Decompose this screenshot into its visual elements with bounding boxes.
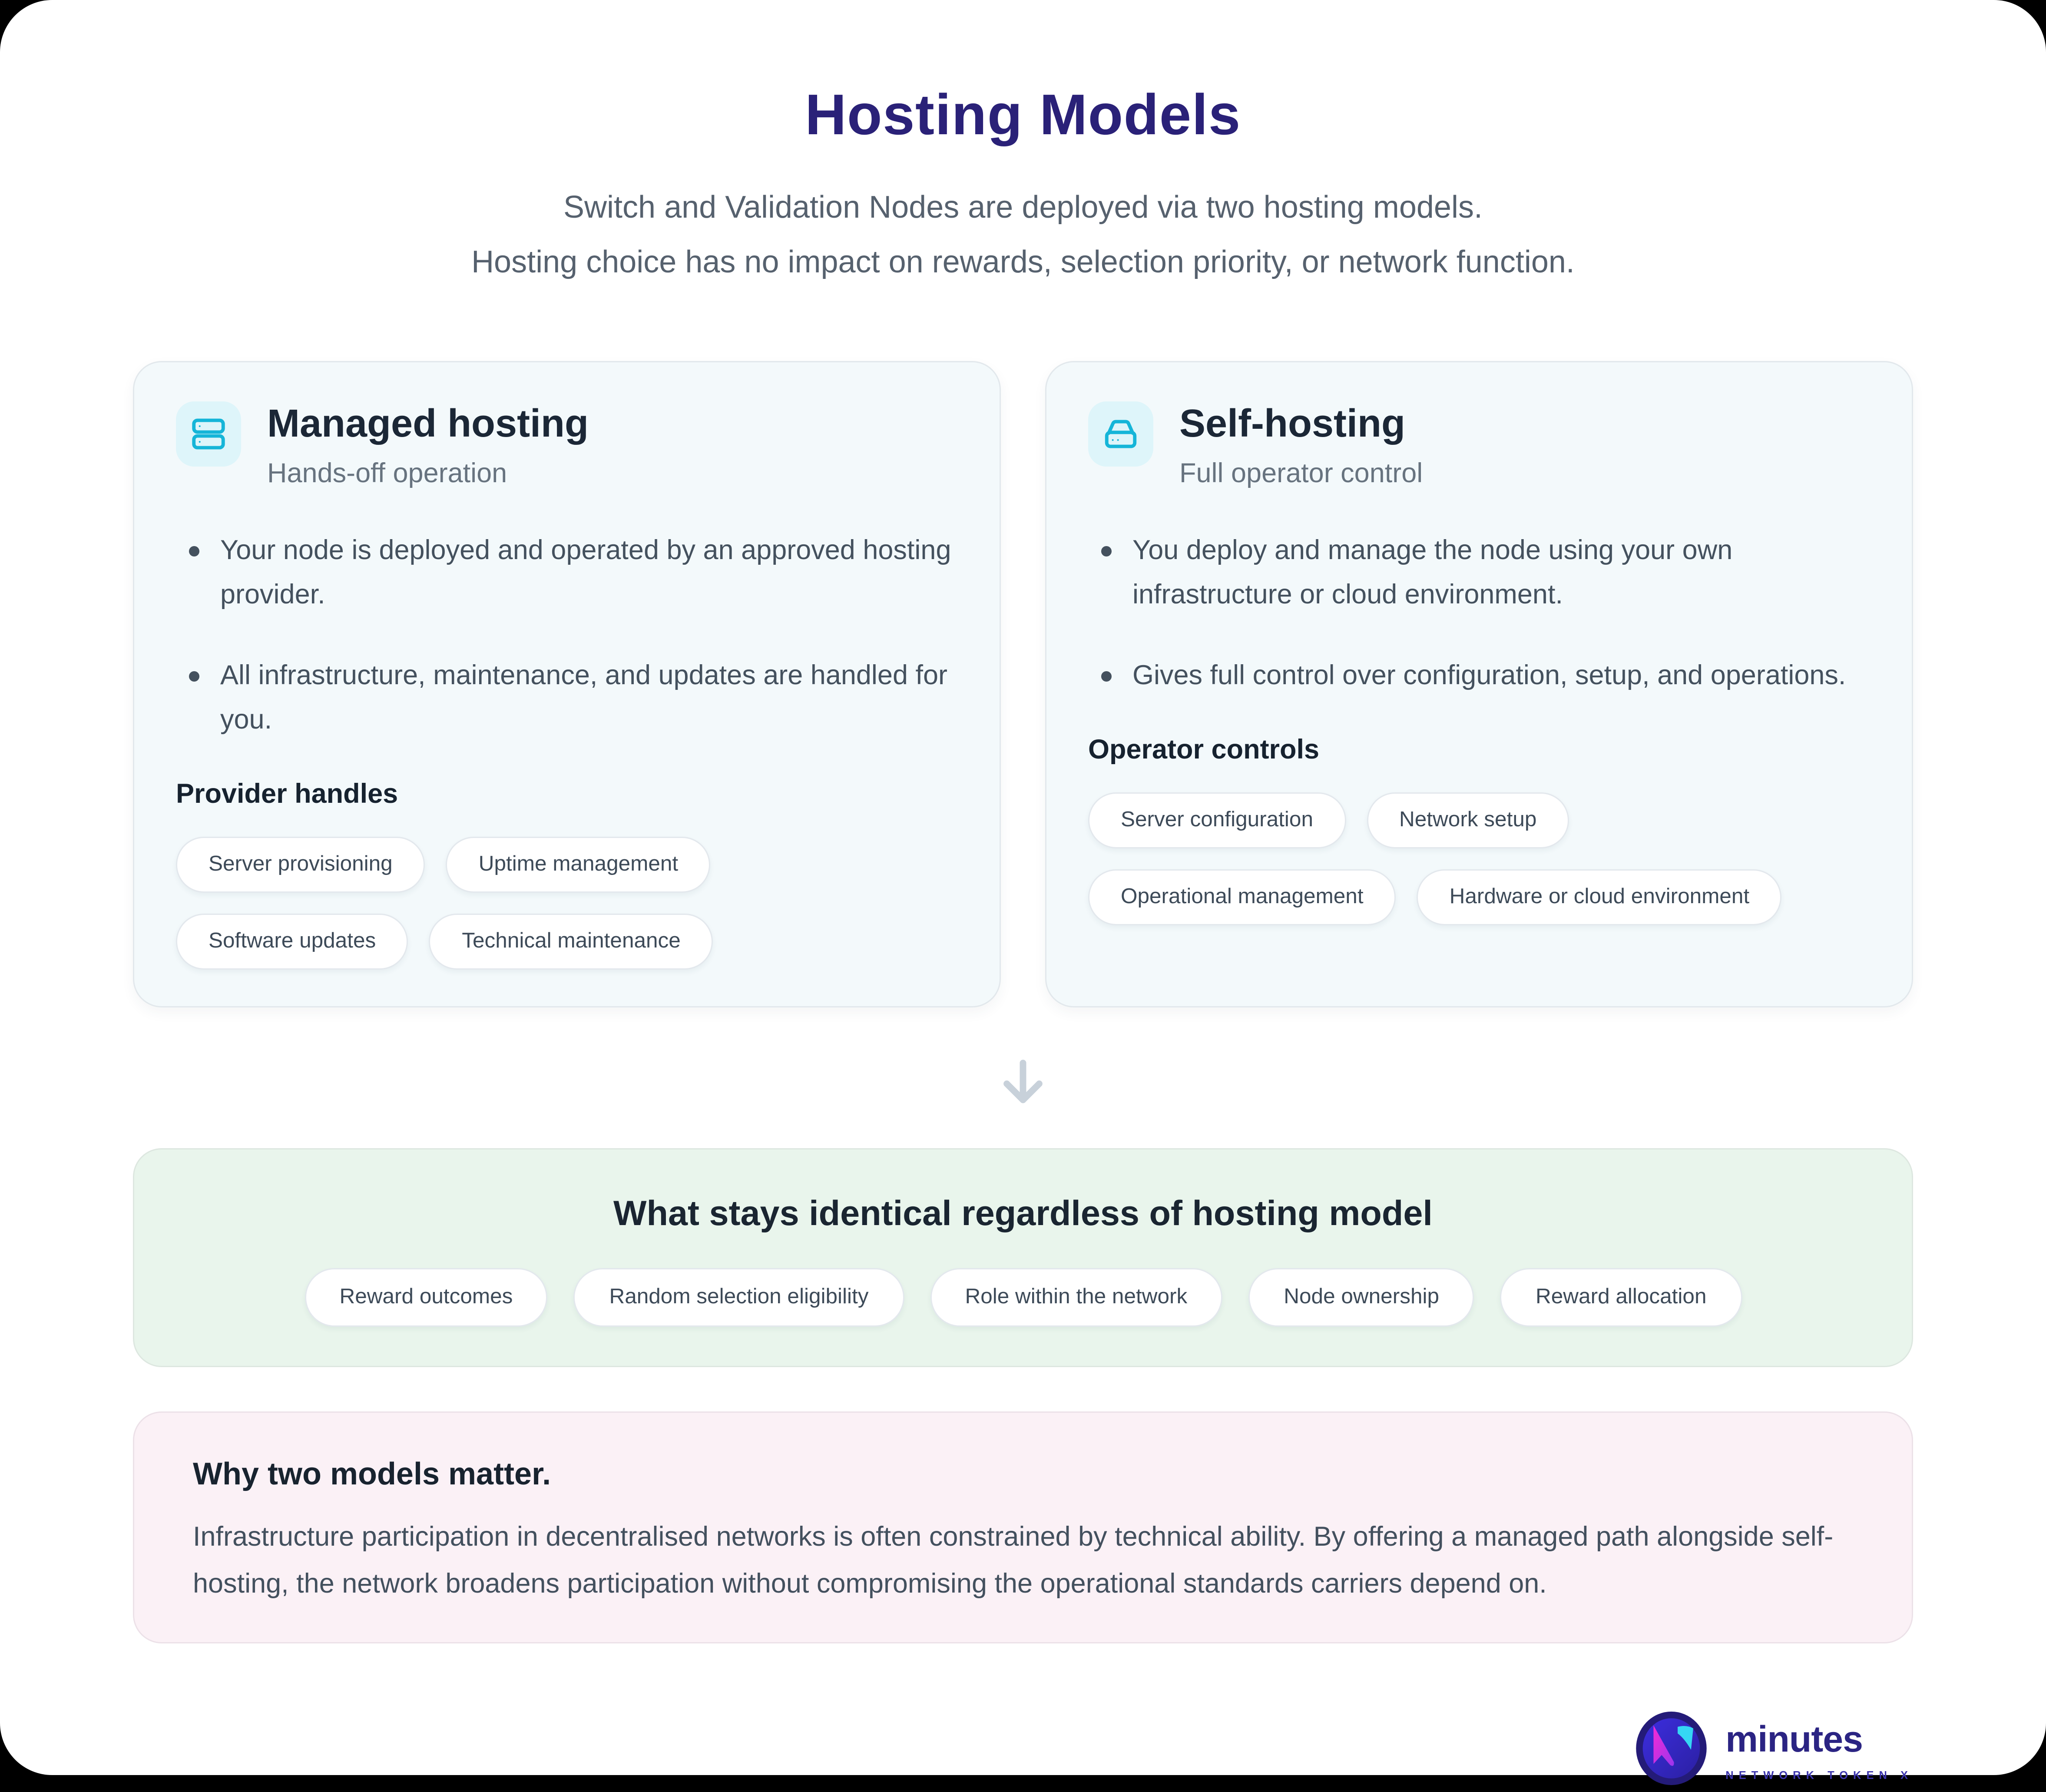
bullet-item: All infrastructure, maintenance, and updates are handled for you.: [176, 654, 958, 742]
tag-pill: Hardware or cloud environment: [1417, 869, 1782, 925]
brand-text: [1725, 1721, 1913, 1782]
self-hosting-bullets: [1088, 529, 1870, 698]
arrow-down-icon: [133, 1051, 1913, 1111]
bullet-item: Gives full control over configuration, setup, and operations.: [1088, 654, 1870, 698]
minutes-logo-icon: [1634, 1711, 1708, 1792]
tags-label: Provider handles: [176, 778, 398, 809]
content: [133, 361, 1913, 1643]
tag-pill: Random selection eligibility: [574, 1268, 904, 1326]
tags-label: Operator controls: [1088, 734, 1320, 765]
why-section: [133, 1411, 1913, 1643]
bullet-item: You deploy and manage the node using your own infrastructure or cloud environment.: [1088, 529, 1870, 617]
subtitle-line-1: Switch and Validation Nodes are deployed via two hosting models.: [563, 189, 1483, 225]
managed-hosting-bullets: [176, 529, 958, 742]
tag-pill: Reward allocation: [1500, 1268, 1741, 1326]
identical-section: [133, 1148, 1913, 1367]
tag-pill: Network setup: [1367, 792, 1569, 848]
tag-pill: Operational management: [1088, 869, 1396, 925]
brand-subtitle: NETWORK TOKEN X: [1725, 1769, 1913, 1782]
self-hosting-card-header: [1088, 401, 1870, 490]
card-title: Managed hosting: [267, 402, 589, 445]
brand-name: minutes: [1725, 1719, 1863, 1760]
card-subtitle: Full operator control: [1179, 458, 1423, 488]
card-title: Self-hosting: [1179, 402, 1405, 445]
managed-hosting-card: [133, 361, 1001, 1007]
footer: [0, 1711, 2046, 1792]
managed-hosting-card-header: [176, 401, 958, 490]
why-section-body: Infrastructure participation in decentralised networks is often constrained by technical ability. By offering a managed path alongside self-hosting, the network broadens participation without compromising the operational standards carriers depend on.: [193, 1521, 1834, 1599]
managed-hosting-card-titles: [267, 401, 589, 490]
tag-pill: Reward outcomes: [305, 1268, 548, 1326]
tag-pill: Role within the network: [930, 1268, 1223, 1326]
tag-pill: Server provisioning: [176, 836, 425, 892]
self-hosting-card-titles: [1179, 401, 1423, 490]
server-stack-icon: [176, 401, 241, 466]
hosting-cards: [133, 361, 1913, 1007]
why-section-title: Why two models matter.: [193, 1456, 551, 1492]
tag-pill: Server configuration: [1088, 792, 1346, 848]
minutes-brand: [1634, 1711, 1913, 1792]
hard-drive-icon: [1088, 401, 1153, 466]
tag-pill: Uptime management: [446, 836, 711, 892]
tag-pill: Software updates: [176, 913, 408, 969]
card-subtitle: Hands-off operation: [267, 458, 507, 488]
tag-pill: Node ownership: [1248, 1268, 1474, 1326]
subtitle-line-2: Hosting choice has no impact on rewards, selection priority, or network function.: [471, 244, 1575, 280]
self-hosting-card: [1045, 361, 1913, 1007]
identical-section-tags: [186, 1268, 1860, 1326]
page-title: Hosting Models: [805, 83, 1241, 147]
tag-pill: Technical maintenance: [429, 913, 713, 969]
managed-hosting-tags: [176, 836, 958, 969]
page-subtitle: [0, 181, 2046, 290]
self-hosting-tags: [1088, 792, 1870, 925]
bullet-item: Your node is deployed and operated by an approved hosting provider.: [176, 529, 958, 617]
identical-section-title: What stays identical regardless of hosting model: [613, 1193, 1433, 1232]
header: [0, 0, 2046, 290]
